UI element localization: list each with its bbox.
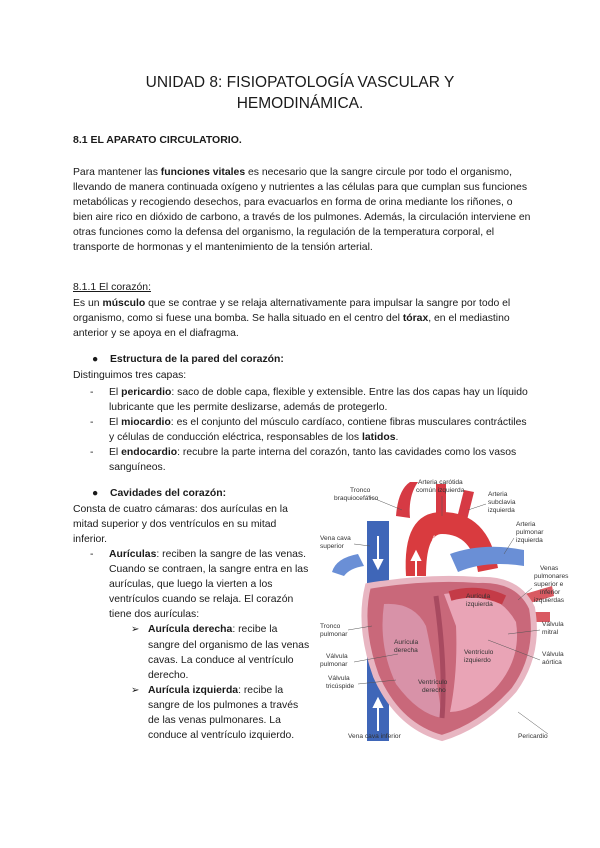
label-venas-pulmonares: Venas pulmonares superior e inferior izquierdas [534,565,569,604]
list-item [90,547,310,743]
bold-term: miocardio [121,417,171,429]
dash-marker: - [90,447,94,459]
bold-term: funciones vitales [160,167,246,178]
text-run: : reciben la sangre de las venas. Cuando se contraen, la sangre entra en las aurículas, que luego la vierten a los ventrículos cuando se relaja. El corazón tiene dos aurículas: [109,549,309,621]
list-item [90,415,530,445]
dash-marker: - [90,417,94,429]
page-title [60,72,540,114]
bold-term: Aurícula izquierda [148,684,239,696]
dash-marker: - [90,387,94,398]
text-run: El [109,387,122,398]
bold-term: Aurícula derecha [148,624,233,636]
text-run: es necesario que la sangre circule por todo el organismo, llevando de manera continuada oxígeno y nutrientes a las células para que cumplan sus funciones metabólicas y recogiendo desechos, para evacuarlos en forma de orina mediante los riñones, o bien aire rico en dióxido de carbono, a través de los pulmones. Además, la circulación interviene en otras funciones como la defensa del organismo, la regulación de la temperatura corporal, el transporte de hormonas y el mantenimiento de la tensión arterial. [73,167,531,254]
bullet-text: Cavidades del corazón: [110,488,227,499]
label-tronco-braquiocefalico: Tronco braquiocefálico [334,487,379,502]
arrow-icon: ➢ [131,624,140,636]
subsection-heading: 8.1.1 El corazón: [73,282,151,293]
text-run: que se contrae y se relaja alternativamente para impulsar la sangre por todo el organismo, como si fuese una bomba. Se halla situado en el centro del [73,298,511,325]
label-arteria-carotida: Arteria carótida común izquierda [416,479,465,494]
label-pericardio: Pericardio [518,733,548,740]
bold-term: Aurículas [109,549,157,560]
label-auricula-izquierda: Aurícula izquierda [466,593,493,608]
bold-term: músculo [102,298,146,309]
bullet-heading-structure [92,354,284,365]
label-arteria-subclavia: Arteria subclavia izquierda [488,491,516,514]
text-run: , en el mediastino anterior y se apoya en el diafragma. [73,313,510,340]
text-run: Es un [73,298,103,309]
bullet-icon: ● [92,488,99,499]
text-run: : es el conjunto del músculo cardíaco, contiene fibras musculares contráctiles y células de conducción eléctrica, responsables de los [109,417,527,444]
label-valvula-aortica: Válvula aórtica [542,651,564,666]
label-ventriculo-izquierdo: Ventrículo izquierdo [464,649,494,664]
text-run: : recubre la parte interna del corazón, tanto las cavidades como los vasos sanguíneos. [109,447,517,474]
text-run: : saco de doble capa, flexible y extensible. Entre las dos capas hay un líquido lubricante que les permite deslizarse, además de protegerlo. [109,387,528,414]
cavities-list [90,547,310,743]
list-item [90,445,530,475]
text-run: : recibe la sangre del organismo de las venas cavas. La conduce al ventrículo derecho. [148,624,310,681]
arrow-icon: ➢ [131,684,140,696]
title-line-1: UNIDAD 8: FISIOPATOLOGÍA VASCULAR Y [145,74,455,91]
label-vena-cava-superior: Vena cava superior [320,535,351,550]
list-item [90,385,530,415]
atria-list [131,622,310,743]
layers-list [90,385,530,476]
label-valvula-pulmonar: Válvula pulmonar [320,653,348,668]
label-valvula-tricuspide: Válvula tricúspide [326,675,355,690]
leader-line [368,496,402,510]
cavities-intro: Consta de cuatro cámaras: dos aurículas en la mitad superior y dos ventrículos en su mitad inferior. [73,504,288,546]
heart-diagram [318,476,590,746]
bold-term: latidos [361,432,396,444]
list-item [131,622,310,682]
list-item [131,683,310,743]
title-line-2: HEMODINÁMICA. [236,95,364,112]
section-heading: 8.1 EL APARATO CIRCULATORIO. [73,134,242,146]
text-run: : recibe la sangre de los pulmones a través de las venas pulmonares. La conduce al ventrículo izquierdo. [148,684,299,742]
bold-term: endocardio [121,447,178,459]
bold-term: tórax [402,313,429,325]
layers-intro: Distinguimos tres capas: [73,370,187,381]
dash-marker: - [90,549,94,560]
label-vena-cava-inferior: Vena cava inferior [348,733,401,740]
brachiocephalic-shape [396,482,418,518]
bullet-text: Estructura de la pared del corazón: [110,354,284,365]
text-run: . [395,432,399,444]
leader-line [518,712,548,734]
label-ventriculo-derecho: Ventrículo derecho [418,679,448,694]
heart-paragraph [73,296,531,341]
bullet-icon: ● [92,354,99,365]
intro-paragraph [73,165,531,256]
pulmonary-shape-left [332,554,364,576]
bold-term: pericardio [121,387,172,398]
label-tronco-pulmonar: Tronco pulmonar [320,623,348,638]
label-auricula-derecha: Aurícula derecha [394,639,419,654]
label-arteria-pulmonar: Arteria pulmonar izquierda [516,521,544,544]
aorta-shape [406,512,498,576]
text-run: El [109,447,122,459]
label-valvula-mitral: Válvula mitral [542,621,564,636]
text-run: El [109,417,122,429]
label-aorta: Aorta [432,535,448,542]
text-run: Para mantener las [73,167,161,178]
bullet-heading-cavities [92,488,226,499]
